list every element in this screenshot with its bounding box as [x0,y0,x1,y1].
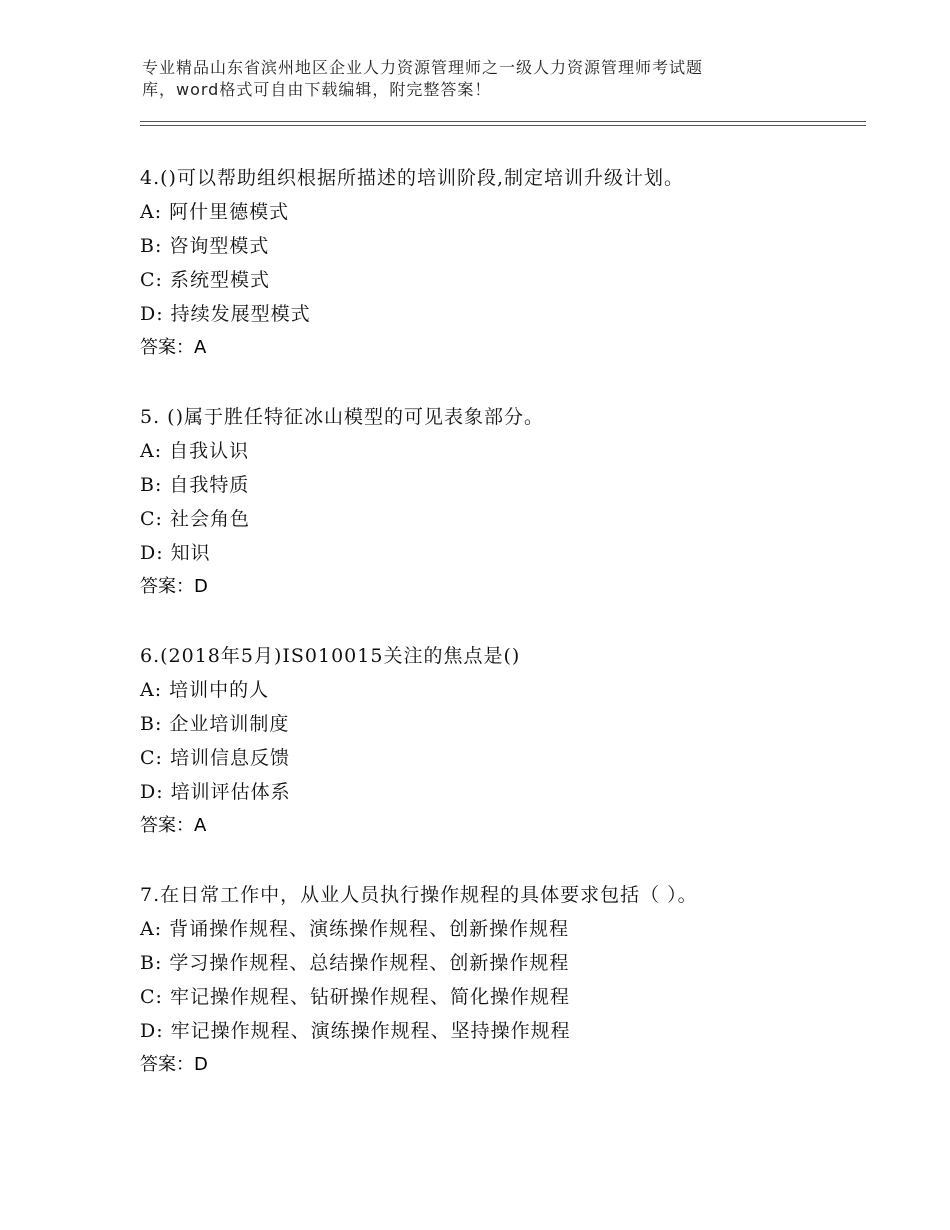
option-c: C: 培训信息反馈 [140,747,290,769]
header-line-2: 库，word格式可自由下载编辑，附完整答案！ [142,80,492,99]
answer-label: 答案：D [140,576,208,597]
option-a: A: 阿什里德模式 [140,201,290,223]
answer-label: 答案：D [140,1054,208,1075]
option-c: C: 系统型模式 [140,269,270,291]
option-d: D: 牢记操作规程、演练操作规程、坚持操作规程 [140,1020,571,1042]
option-b: B: 咨询型模式 [140,235,270,257]
option-b: B: 自我特质 [140,474,250,496]
answer-label: 答案：A [140,337,207,358]
question-7 [140,878,866,1082]
question-stem: 4.()可以帮助组织根据所描述的培训阶段,制定培训升级计划。 [140,167,684,189]
option-d: D: 知识 [140,542,211,564]
header-divider-top [140,121,866,122]
answer-label: 答案：A [140,815,207,836]
question-4 [140,161,866,365]
header-line-1: 专业精品山东省滨州地区企业人力资源管理师之一级人力资源管理师考试题 [142,58,704,77]
option-d: D: 持续发展型模式 [140,303,311,325]
header-divider-bottom [140,125,866,126]
option-a: A: 培训中的人 [140,679,270,701]
option-c: C: 社会角色 [140,508,250,530]
question-6 [140,639,866,843]
option-a: A: 背诵操作规程、演练操作规程、创新操作规程 [140,918,570,940]
question-stem: 5. ()属于胜任特征冰山模型的可见表象部分。 [140,406,544,428]
option-b: B: 企业培训制度 [140,713,290,735]
question-stem: 7.在日常工作中，从业人员执行操作规程的具体要求包括（ ）。 [140,884,698,906]
option-d: D: 培训评估体系 [140,781,291,803]
option-a: A: 自我认识 [140,440,250,462]
question-stem: 6.(2018年5月)IS010015关注的焦点是() [140,645,521,667]
option-c: C: 牢记操作规程、钻研操作规程、简化操作规程 [140,986,570,1008]
question-5 [140,400,866,604]
option-b: B: 学习操作规程、总结操作规程、创新操作规程 [140,952,570,974]
document-header [142,57,822,101]
